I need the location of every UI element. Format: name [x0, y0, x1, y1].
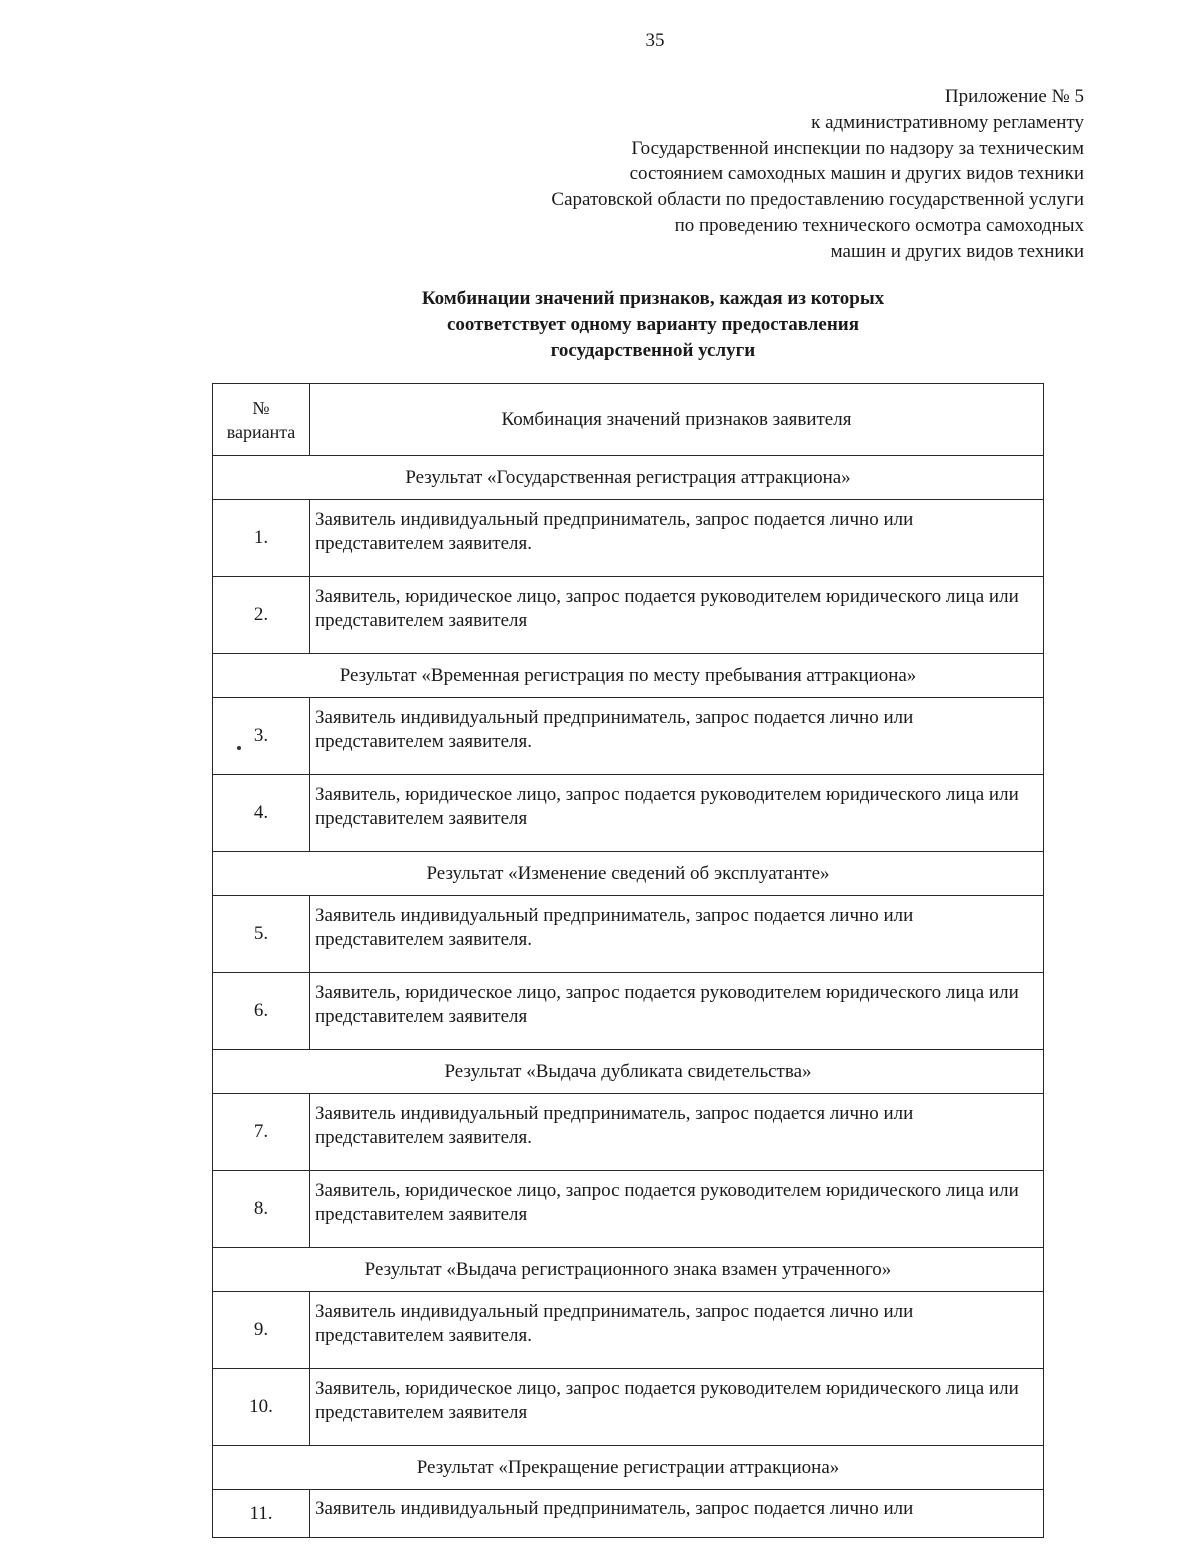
- variant-number: 6.: [213, 973, 310, 1050]
- appendix-line: к административному регламенту: [811, 111, 1084, 133]
- result-row: [213, 1050, 1044, 1094]
- header-num-symbol: №: [252, 397, 270, 418]
- variant-description: Заявитель, юридическое лицо, запрос подается руководителем юридического лица или представителем заявителя: [310, 775, 1044, 852]
- header-num-label: варианта: [226, 421, 296, 442]
- variant-number: 4.: [213, 775, 310, 852]
- result-row: [213, 654, 1044, 698]
- result-label: Результат «Выдача дубликата свидетельства»: [213, 1050, 1044, 1094]
- variant-number: 7.: [213, 1094, 310, 1171]
- result-label: Результат «Изменение сведений об эксплуатанте»: [213, 852, 1044, 896]
- result-row: [213, 1446, 1044, 1490]
- result-label: Результат «Государственная регистрация аттракциона»: [213, 456, 1044, 500]
- table-row: [213, 896, 1044, 973]
- table-row: [213, 1171, 1044, 1248]
- variant-description: Заявитель индивидуальный предприниматель, запрос подается лично или: [310, 1490, 1044, 1538]
- variant-description: Заявитель индивидуальный предприниматель, запрос подается лично или представителем заявителя.: [310, 896, 1044, 973]
- page-number: 35: [645, 30, 665, 51]
- table-row: [213, 1369, 1044, 1446]
- table-row: [213, 973, 1044, 1050]
- header-combination: Комбинация значений признаков заявителя: [310, 384, 1044, 456]
- variant-number: 8.: [213, 1171, 310, 1248]
- variant-description: Заявитель индивидуальный предприниматель, запрос подается лично или представителем заявителя.: [310, 500, 1044, 577]
- variant-description: Заявитель, юридическое лицо, запрос подается руководителем юридического лица или представителем заявителя: [310, 577, 1044, 654]
- appendix-line: Саратовской области по предоставлению государственной услуги: [551, 189, 1084, 211]
- variant-number: 1.: [213, 500, 310, 577]
- title-line: государственной услуги: [550, 340, 756, 361]
- variant-description: Заявитель индивидуальный предприниматель, запрос подается лично или представителем заявителя.: [310, 1292, 1044, 1369]
- document-title: [0, 286, 1200, 364]
- header-variant-number: [213, 384, 310, 456]
- title-line: Комбинации значений признаков, каждая из которых: [421, 288, 885, 309]
- table-row: [213, 698, 1044, 775]
- appendix-line: состоянием самоходных машин и других видов техники: [629, 163, 1084, 185]
- variant-description: Заявитель индивидуальный предприниматель, запрос подается лично или представителем заявителя.: [310, 698, 1044, 775]
- appendix-line: по проведению технического осмотра самоходных: [674, 214, 1084, 236]
- result-label: Результат «Временная регистрация по месту пребывания аттракциона»: [213, 654, 1044, 698]
- table-row: [213, 500, 1044, 577]
- table-row: [213, 577, 1044, 654]
- appendix-header: [551, 84, 1084, 265]
- variant-number: 9.: [213, 1292, 310, 1369]
- result-row: [213, 1248, 1044, 1292]
- variant-number: 5.: [213, 896, 310, 973]
- variant-number: 2.: [213, 577, 310, 654]
- result-row: [213, 852, 1044, 896]
- variants-table: [212, 383, 1044, 1538]
- variant-description: Заявитель индивидуальный предприниматель, запрос подается лично или представителем заявителя.: [310, 1094, 1044, 1171]
- title-line: соответствует одному варианту предоставления: [446, 314, 860, 335]
- variant-description: Заявитель, юридическое лицо, запрос подается руководителем юридического лица или представителем заявителя: [310, 1369, 1044, 1446]
- variant-number: 3.: [213, 698, 310, 775]
- variant-number: 10.: [213, 1369, 310, 1446]
- variant-description: Заявитель, юридическое лицо, запрос подается руководителем юридического лица или представителем заявителя: [310, 973, 1044, 1050]
- table-row: [213, 1094, 1044, 1171]
- variant-description: Заявитель, юридическое лицо, запрос подается руководителем юридического лица или представителем заявителя: [310, 1171, 1044, 1248]
- table-row: [213, 1490, 1044, 1538]
- table-row: [213, 775, 1044, 852]
- appendix-line: Государственной инспекции по надзору за техническим: [631, 137, 1084, 159]
- variant-number: 11.: [213, 1490, 310, 1538]
- table-header-row: [213, 384, 1044, 456]
- result-label: Результат «Выдача регистрационного знака взамен утраченного»: [213, 1248, 1044, 1292]
- appendix-line: Приложение № 5: [944, 86, 1084, 107]
- appendix-line: машин и других видов техники: [830, 240, 1084, 262]
- scan-dot-mark: [237, 746, 241, 750]
- result-label: Результат «Прекращение регистрации аттракциона»: [213, 1446, 1044, 1490]
- result-row: [213, 456, 1044, 500]
- table-row: [213, 1292, 1044, 1369]
